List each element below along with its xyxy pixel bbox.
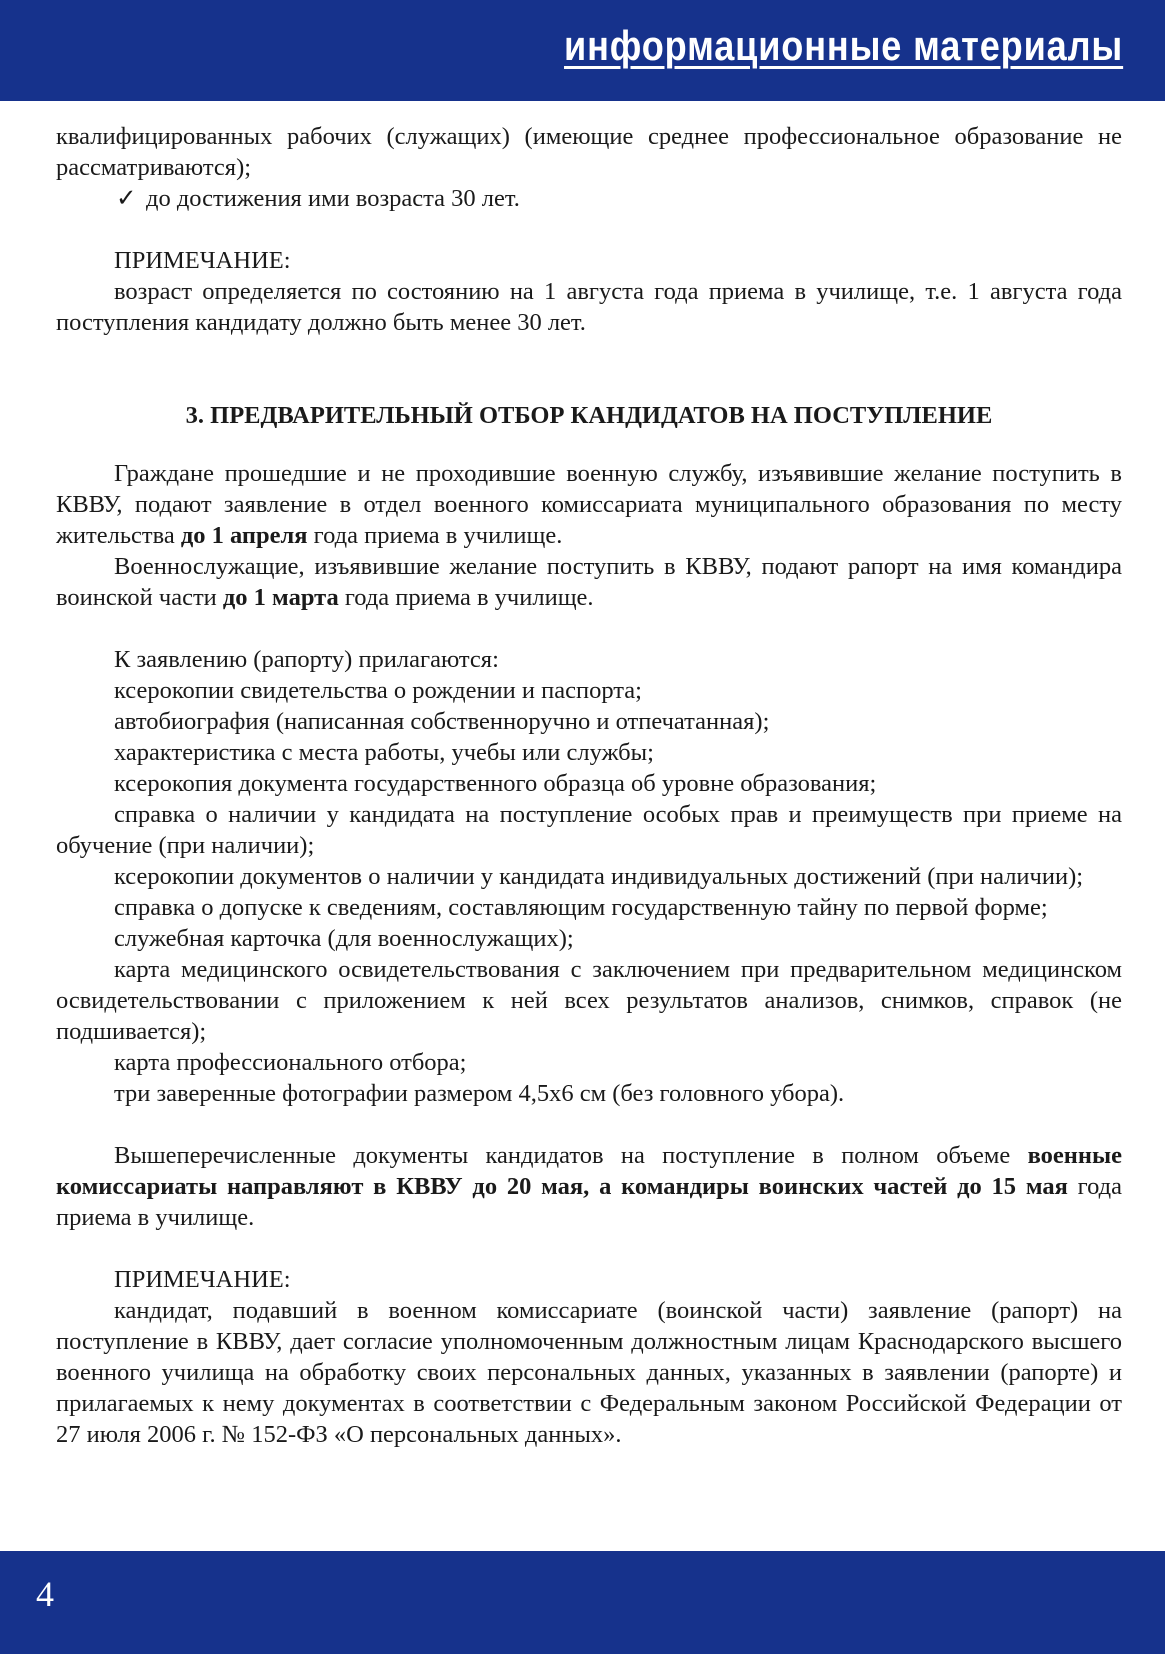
list-item: карта медицинского освидетельствования с заключением при предварительном медицинском освидетельствовании с приложением к ней всех результатов анализов, снимков, справок (не подшивается); bbox=[56, 956, 1122, 1045]
list-item: справка о допуске к сведениям, составляющим государственную тайну по первой форме; bbox=[114, 894, 1048, 921]
paragraph-submission-deadlines: Вышеперечисленные документы кандидатов на поступление в полном объеме военные комиссариаты направляют в КВВУ до 20 мая, а командиры воинских частей до 15 мая года приема в училище. bbox=[56, 1142, 1123, 1231]
list-item: три заверенные фотографии размером 4,5х6 см (без головного убора). bbox=[114, 1080, 845, 1107]
deadline-april: до 1 апреля bbox=[180, 522, 308, 549]
attachments-intro: К заявлению (рапорту) прилагаются: bbox=[114, 646, 499, 673]
list-item: ксерокопии свидетельства о рождении и паспорта; bbox=[114, 677, 642, 704]
list-item: характеристика с места работы, учебы или службы; bbox=[114, 739, 654, 766]
checkmark-icon: ✓ bbox=[116, 185, 137, 212]
header-title: информационные материалы bbox=[563, 22, 1123, 69]
list-item: служебная карточка (для военнослужащих); bbox=[114, 925, 574, 952]
deadline-march: до 1 марта bbox=[222, 584, 339, 611]
header-bar bbox=[0, 0, 1165, 101]
check-list-item bbox=[56, 183, 1122, 214]
section-heading: 3. ПРЕДВАРИТЕЛЬНЫЙ ОТБОР КАНДИДАТОВ НА ПОСТУПЛЕНИЕ bbox=[185, 402, 993, 429]
page-content bbox=[56, 121, 1122, 1450]
list-item: автобиография (написанная собственноручно и отпечатанная); bbox=[114, 708, 770, 735]
note-label: ПРИМЕЧАНИЕ: bbox=[114, 247, 291, 274]
footer-bar bbox=[0, 1551, 1165, 1654]
paragraph-servicemen: Военнослужащие, изъявившие желание поступить в КВВУ, подают рапорт на имя командира воинской части до 1 марта года приема в училище. bbox=[56, 553, 1122, 611]
submission-deadlines-bold: военные комиссариаты направляют в КВВУ до 20 мая, а командиры воинских частей до 15 мая bbox=[56, 1142, 1122, 1200]
check-item-text: до достижения ими возраста 30 лет. bbox=[146, 185, 520, 212]
note-text: кандидат, подавший в военном комиссариате (воинской части) заявление (рапорт) на поступление в КВВУ, дает согласие уполномоченным должностным лицам Краснодарского высшего военного училища на обработку своих персональных данных, указанных в заявлении (рапорте) и прилагаемых к нему документах в соответствии с Федеральным законом Российской Федерации от 27 июля 2006 г. № 152-ФЗ «О персональных данных». bbox=[56, 1297, 1122, 1448]
page-number: 4 bbox=[36, 1574, 54, 1614]
note-text: возраст определяется по состоянию на 1 августа года приема в училище, т.е. 1 августа года поступления кандидату должно быть менее 30 лет. bbox=[56, 278, 1122, 336]
intro-text: квалифицированных рабочих (служащих) (имеющие среднее профессиональное образование не рассматриваются); bbox=[56, 123, 1122, 181]
list-item: ксерокопия документа государственного образца об уровне образования; bbox=[114, 770, 877, 797]
list-item: карта профессионального отбора; bbox=[114, 1049, 467, 1076]
attachments-list bbox=[56, 675, 1122, 1109]
list-item: ксерокопии документов о наличии у кандидата индивидуальных достижений (при наличии); bbox=[114, 863, 1084, 890]
note-label: ПРИМЕЧАНИЕ: bbox=[114, 1266, 291, 1293]
list-item: справка о наличии у кандидата на поступление особых прав и преимуществ при приеме на обучение (при наличии); bbox=[56, 801, 1122, 859]
paragraph-applicants: Граждане прошедшие и не проходившие военную службу, изъявившие желание поступить в КВВУ, подают заявление в отдел военного комиссариата муниципального образования по месту жительства до 1 апреля года приема в училище. bbox=[56, 460, 1122, 549]
